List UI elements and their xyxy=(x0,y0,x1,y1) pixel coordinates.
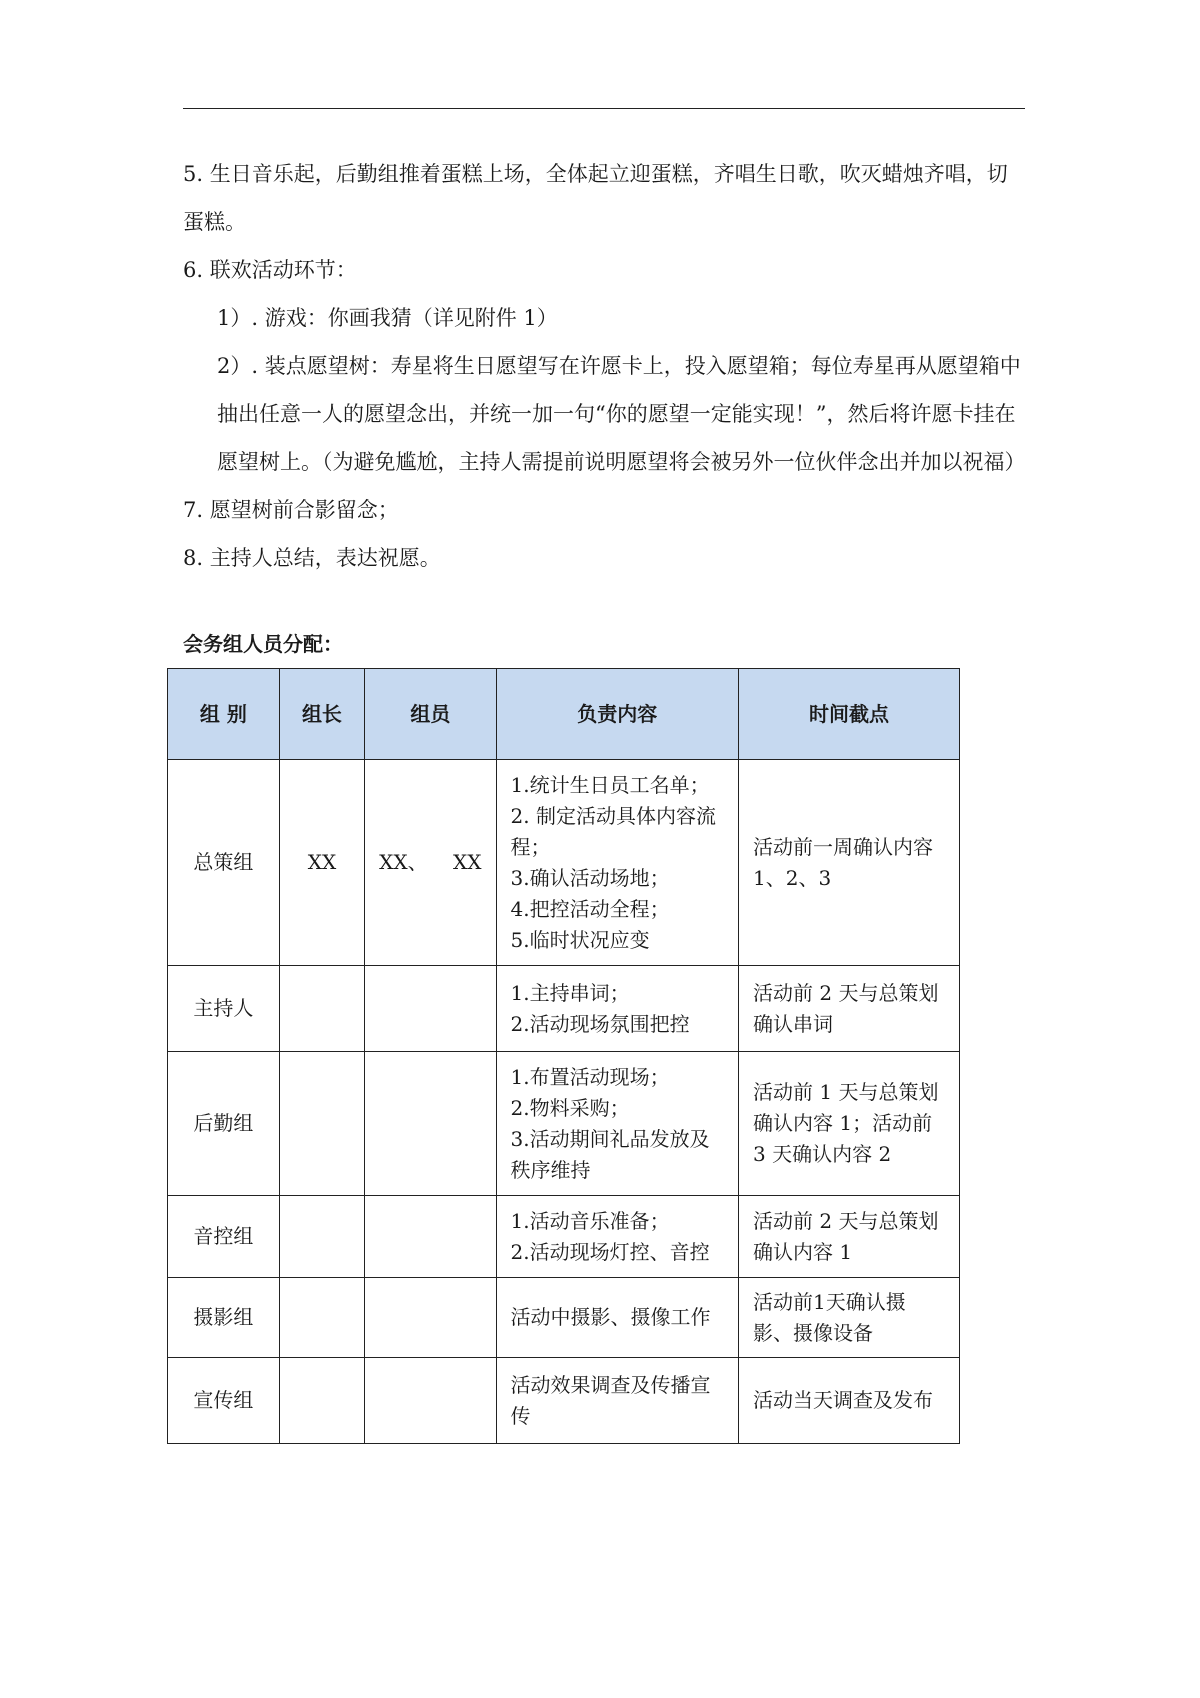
leader-cell xyxy=(279,1278,364,1358)
duty-item: 1.统计生日员工名单； xyxy=(510,772,710,797)
table-row xyxy=(168,966,960,1052)
duty-item: 活动中摄影、摄像工作 xyxy=(510,1305,711,1329)
duties-cell xyxy=(496,966,739,1052)
header-deadline: 时间截点 xyxy=(739,669,960,760)
header-leader: 组长 xyxy=(279,669,364,760)
duty-item: 1.活动音乐准备； xyxy=(510,1208,670,1233)
staff-assignment-table xyxy=(167,668,960,1444)
deadline-cell: 活动前 1 天与总策划确认内容 1；活动前 3 天确认内容 2 xyxy=(739,1052,960,1196)
header-rule xyxy=(183,108,1025,109)
leader-cell xyxy=(279,1358,364,1444)
duty-item: 2.物料采购； xyxy=(510,1095,630,1120)
step-6-1: 1）. 游戏：你画我猜（详见附件 1） xyxy=(217,306,558,330)
members-cell: XX、 XX xyxy=(365,760,496,966)
duty-item: 2.活动现场氛围把控 xyxy=(510,1011,690,1036)
step-5: 5. 生日音乐起，后勤组推着蛋糕上场，全体起立迎蛋糕，齐唱生日歌，吹灭蜡烛齐唱，切蛋糕。 xyxy=(183,162,1008,234)
duty-item: 3.确认活动场地； xyxy=(510,865,670,890)
table-header-row xyxy=(168,669,960,760)
step-6-2: 2）. 装点愿望树：寿星将生日愿望写在许愿卡上，投入愿望箱；每位寿星再从愿望箱中抽出任意一人的愿望念出，并统一加一句“你的愿望一定能实现！”，然后将许愿卡挂在愿望树上。（为避免尴尬，主持人需提前说明愿望将会被另外一位伙伴念出并加以祝福） xyxy=(217,354,1026,474)
header-duties: 负责内容 xyxy=(496,669,739,760)
section-title: 会务组人员分配： xyxy=(183,632,343,656)
table-row xyxy=(168,1052,960,1196)
duty-item: 3.活动期间礼品发放及秩序维持 xyxy=(510,1126,710,1182)
duties-cell xyxy=(496,1278,739,1358)
group-cell: 宣传组 xyxy=(168,1358,280,1444)
deadline-cell: 活动前 2 天与总策划确认串词 xyxy=(739,966,960,1052)
group-cell: 主持人 xyxy=(168,966,280,1052)
duties-cell xyxy=(496,1196,739,1278)
step-7: 7. 愿望树前合影留念； xyxy=(183,498,399,522)
deadline-cell: 活动前 2 天与总策划确认内容 1 xyxy=(739,1196,960,1278)
header-group: 组 别 xyxy=(168,669,280,760)
deadline-cell: 活动前一周确认内容1、2、3 xyxy=(739,760,960,966)
duties-cell xyxy=(496,760,739,966)
step-8: 8. 主持人总结，表达祝愿。 xyxy=(183,546,441,570)
members-cell xyxy=(365,1196,496,1278)
members-cell xyxy=(365,1052,496,1196)
table-row xyxy=(168,760,960,966)
group-cell: 摄影组 xyxy=(168,1278,280,1358)
leader-cell xyxy=(279,966,364,1052)
leader-cell: XX xyxy=(279,760,364,966)
leader-cell xyxy=(279,1196,364,1278)
body-text xyxy=(183,150,1025,582)
duty-item: 2. 制定活动具体内容流程； xyxy=(510,803,716,859)
duty-item: 1.主持串词； xyxy=(510,980,630,1005)
deadline-cell: 活动前1天确认摄影、摄像设备 xyxy=(739,1278,960,1358)
members-cell xyxy=(365,1278,496,1358)
step-6: 6. 联欢活动环节： xyxy=(183,258,357,282)
duties-cell xyxy=(496,1052,739,1196)
group-cell: 音控组 xyxy=(168,1196,280,1278)
leader-cell xyxy=(279,1052,364,1196)
table-row xyxy=(168,1358,960,1444)
header-members: 组员 xyxy=(365,669,496,760)
duties-cell xyxy=(496,1358,739,1444)
table-row xyxy=(168,1196,960,1278)
members-cell xyxy=(365,1358,496,1444)
duty-item: 2.活动现场灯控、音控 xyxy=(510,1239,710,1264)
group-cell: 总策组 xyxy=(168,760,280,966)
duty-item: 4.把控活动全程； xyxy=(510,896,670,921)
duty-item: 1.布置活动现场； xyxy=(510,1064,670,1089)
deadline-cell: 活动当天调查及发布 xyxy=(739,1358,960,1444)
table-row xyxy=(168,1278,960,1358)
duty-item: 活动效果调查及传播宣传 xyxy=(510,1372,711,1428)
group-cell: 后勤组 xyxy=(168,1052,280,1196)
duty-item: 5.临时状况应变 xyxy=(510,927,650,952)
members-cell xyxy=(365,966,496,1052)
